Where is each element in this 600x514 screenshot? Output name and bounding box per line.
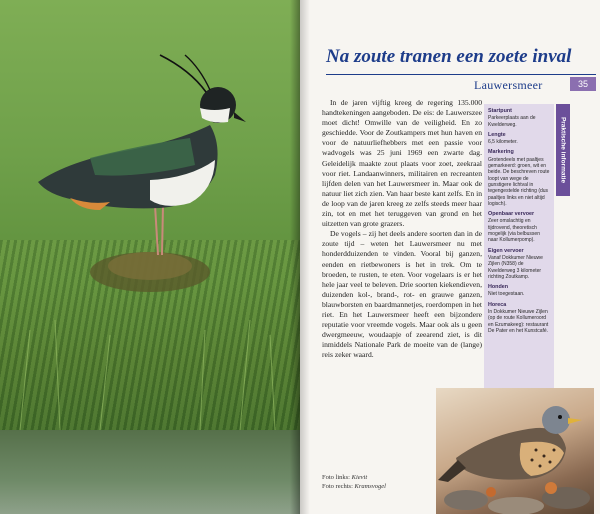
info-section-text: 6,5 kilometer. [488,139,518,146]
info-section-text: Grotendeels met paaltjes gemarkeerd: groen, wit en beide. De beschreven route loopt van wege de gunstigere lichtval in tegengestelde richting (dus paaltjes links en niet altijd logisch). [488,156,550,207]
info-section-title: Honden [488,284,509,291]
practical-info-tab [556,104,570,196]
page-title: Na zoute tranen een zoete inval [326,46,572,67]
info-section-title: Horeca [488,301,507,308]
info-section [488,302,550,334]
practical-info-tab-label: Praktische informatie [559,116,567,184]
info-section [488,248,550,280]
info-section-title: Lengte [488,131,506,138]
body-paragraph-1: In de jaren vijftig kreeg de regering 135.000 handtekeningen aangeboden. De eis: de Lauwerszee moet dicht! Omwille van de veiligheid. En zo geschiedde. Voor de Zoutkampers met hun haven en voor de natuurliefhebbers met een passie voor wadvogels was 25 juni 1969 een zwarte dag. Geleidelijk maakte zout plaats voor zoet, zeekraal voor riet. Landaanwinners, militairen en recreanten lijfden delen van het Lauwersmeer in. Maar ook de natuur liet zich zien. Van haar beste kant zelfs. En in de loop van de jaren kreeg ze zelfs steeds meer haar zin, tot en met het teruggeven van grond en het uitzetten van grote grazers. [322,98,482,229]
info-section-text: Parkeerplaats aan de Kwelderweg. [488,115,536,128]
info-section [488,211,550,243]
fieldfare-illustration [436,388,594,514]
info-section-text: Zeer omslachtig en tijdrovend, theoretisch mogelijk (via belbussen naar Kollumerpomp). [488,218,540,244]
info-section [488,132,550,146]
body-paragraph-2: De vogels – zij het deels andere soorten dan in de zoute tijd – weten het Lauwersmeer nu met honderdduizenden te vinden. Vooral bij ganzen, eenden en rietbewoners is het in trek. Om te broeden, te rusten, te eten. Voor vogelaars is er het hele jaar veel te beleven. Drie soorten kiekendieven, duizenden kol-, brand-, rot- en grauwe ganzen, blauwborsten en baardmannetjes, roerdompen in het riet. En het Lauwersmeer heeft een bijzondere reputatie voor vreemde vogels. Maar ook als u geen dwergmeeuw, woudaapje of zeearend ziet, is dit inmiddels Nationale Park de moeite van de (lange) reis zeker waard. [322,229,482,360]
fieldfare-photo [436,388,594,514]
practical-info-sidebar [484,104,554,390]
right-gutter-shadow [300,0,310,514]
info-section-title: Markering [488,149,514,156]
left-gutter-shadow [290,0,300,514]
info-section [488,108,550,128]
info-section-title: Openbaar vervoer [488,211,535,218]
page-subtitle: Lauwersmeer [474,78,543,92]
photo-caption [322,473,472,491]
page-number: 35 [570,77,596,91]
info-section [488,284,550,298]
caption-left [322,473,472,482]
caption-right [322,482,472,491]
caption-left-name: Kievit [351,474,368,481]
info-section-title: Startpunt [488,108,512,114]
info-section-title: Eigen vervoer [488,247,524,254]
caption-left-label: Foto links: [322,474,350,481]
article-body [322,98,482,360]
info-section-text: In Dokkumer Nieuwe Zijlen (op de route Kollumeroord en Ezumakeeg): restaurant De Pater en het Kunstcafé. [488,309,549,334]
info-section [488,149,550,207]
right-page [300,0,600,514]
info-section-text: Vanaf Dokkumer Nieuwe Zijlen (N358) de Kwelderweg 3 kilometer richting Zoutkamp. [488,254,543,280]
title-rule [326,74,596,75]
caption-right-label: Foto rechts: [322,483,353,490]
caption-right-name: Kramsvogel [354,483,386,490]
info-section-text: Niet toegestaan. [488,291,525,298]
